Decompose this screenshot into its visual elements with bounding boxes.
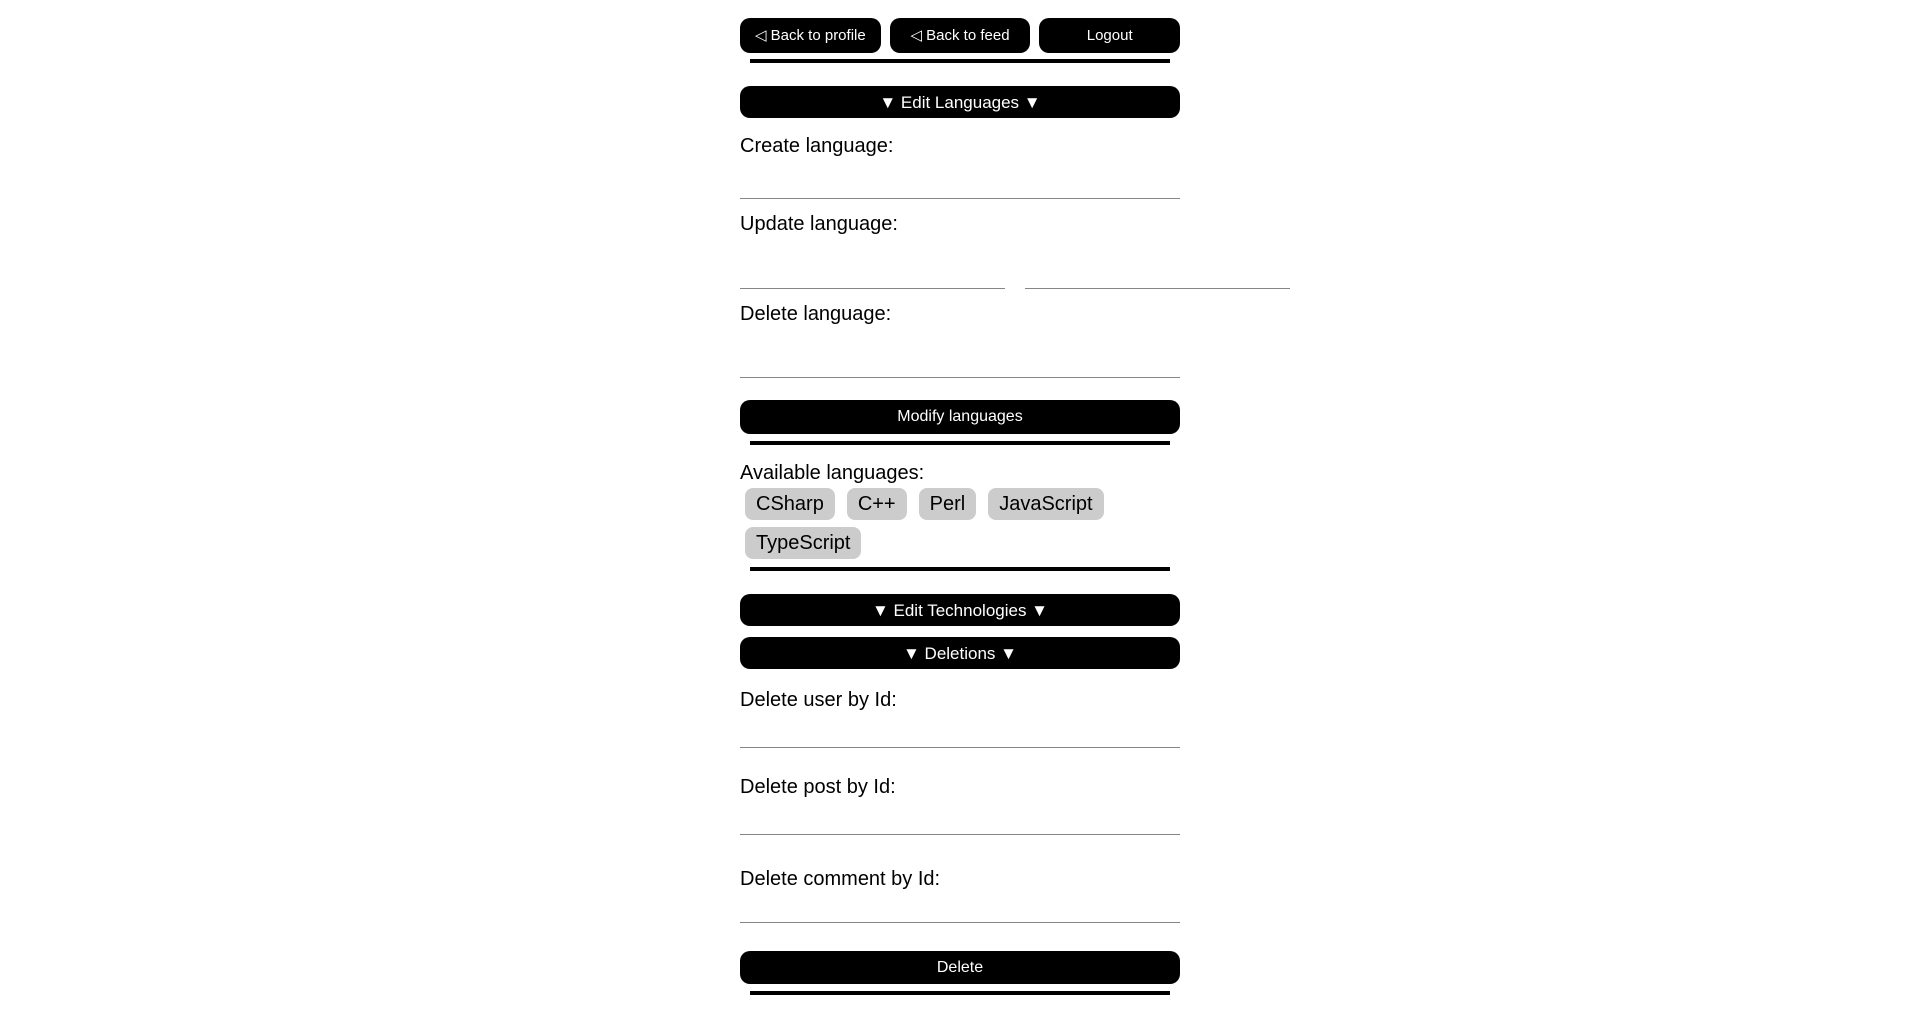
deletions-toggle[interactable]: ▼ Deletions ▼ [740, 637, 1180, 669]
back-to-profile-button[interactable]: ◁ Back to profile [740, 18, 881, 53]
edit-languages-toggle[interactable]: ▼ Edit Languages ▼ [740, 86, 1180, 118]
create-language-input[interactable] [740, 158, 1180, 199]
delete-user-by-id-input[interactable] [740, 712, 1180, 748]
delete-user-by-id-label: Delete user by Id: [740, 689, 897, 711]
delete-language-label: Delete language: [740, 303, 892, 325]
top-nav-bar [740, 18, 1180, 53]
section-divider [750, 59, 1170, 63]
create-language-label: Create language: [740, 135, 894, 157]
language-chip: C++ [847, 488, 907, 520]
delete-post-by-id-label: Delete post by Id: [740, 776, 896, 798]
delete-button[interactable]: Delete [740, 951, 1180, 984]
section-divider [750, 991, 1170, 995]
delete-post-by-id-input[interactable] [740, 799, 1180, 835]
language-chip: TypeScript [745, 527, 861, 559]
language-chip: CSharp [745, 488, 835, 520]
delete-comment-by-id-label: Delete comment by Id: [740, 868, 941, 890]
update-language-from-input[interactable] [740, 236, 1005, 289]
update-language-row [740, 236, 1180, 289]
delete-comment-by-id-input[interactable] [740, 891, 1180, 923]
edit-technologies-toggle[interactable]: ▼ Edit Technologies ▼ [740, 594, 1180, 626]
available-languages-label: Available languages: [740, 462, 925, 484]
back-to-feed-button[interactable]: ◁ Back to feed [890, 18, 1031, 53]
section-divider [750, 567, 1170, 571]
update-language-label: Update language: [740, 213, 898, 235]
language-chip-list [740, 488, 1180, 559]
language-chip: Perl [919, 488, 977, 520]
admin-panel [740, 0, 1180, 995]
delete-language-input[interactable] [740, 326, 1180, 378]
update-language-to-input[interactable] [1025, 236, 1290, 289]
section-divider [750, 441, 1170, 445]
logout-button[interactable]: Logout [1039, 18, 1180, 53]
modify-languages-button[interactable]: Modify languages [740, 400, 1180, 434]
language-chip: JavaScript [988, 488, 1103, 520]
